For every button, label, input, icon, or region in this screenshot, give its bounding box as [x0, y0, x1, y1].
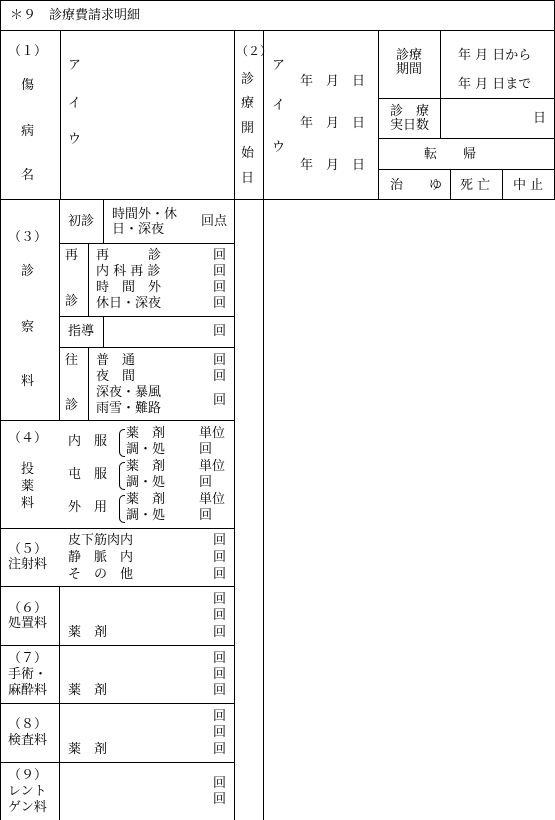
- gaiyou-label: 外 用: [68, 500, 108, 515]
- section2-label-2: 療: [241, 96, 255, 111]
- exam-unit-2: 回: [213, 725, 227, 740]
- section4-label-3: 料: [21, 496, 35, 511]
- saishin-row-1: 再 診: [96, 248, 162, 263]
- brace-tonpuku: [119, 462, 125, 490]
- section4-label-2: 薬: [21, 479, 35, 494]
- period-label-1: 診療: [396, 48, 423, 63]
- days-unit: 日: [533, 111, 547, 126]
- injection-unit-2: 回: [213, 550, 227, 565]
- injection-row-1: 皮下筋肉内: [68, 533, 134, 548]
- tonpuku-drug-unit: 単位: [199, 459, 226, 474]
- oushin-unit-3: 回: [213, 393, 227, 408]
- section2-number: （２）: [236, 44, 273, 58]
- section8-number: （８）: [8, 717, 48, 732]
- surgery-drug: 薬 剤: [68, 683, 108, 698]
- procedure-unit-2: 回: [213, 608, 227, 623]
- outcome-died: 死 亡: [460, 178, 491, 193]
- days-label-1: 診 療: [390, 104, 430, 119]
- section7-number: （７）: [8, 651, 48, 666]
- xray-unit-1: 回: [213, 776, 227, 791]
- injection-row-3: そ の 他: [68, 567, 134, 582]
- section5-number: （５）: [8, 542, 48, 557]
- start-date-a: 年 月 日: [300, 74, 366, 89]
- exam-unit-1: 回: [213, 709, 227, 724]
- oushin-row-4: 雨雪・難路: [96, 401, 162, 416]
- naifuku-drug: 薬 剤: [126, 426, 166, 441]
- oushin-label-2: 診: [65, 398, 79, 413]
- outcome-stopped: 中 止: [513, 178, 544, 193]
- section2-label-3: 開: [241, 121, 255, 136]
- surgery-unit-2: 回: [213, 667, 227, 682]
- saishin-unit-2: 回: [213, 264, 227, 279]
- section3-label-2: 察: [21, 320, 35, 335]
- naifuku-label: 内 服: [68, 434, 108, 449]
- surgery-unit-1: 回: [213, 651, 227, 666]
- section4-number: （４）: [8, 431, 48, 446]
- gaiyou-disp: 調・処: [126, 508, 166, 523]
- section1-label-1: 傷: [21, 78, 35, 93]
- tonpuku-disp: 調・処: [126, 475, 166, 490]
- naifuku-drug-unit: 単位: [199, 426, 226, 441]
- section3-label-3: 料: [21, 374, 35, 389]
- saishin-row-2: 内 科 再 診: [96, 264, 161, 279]
- outcome-cured: 治 ゆ: [390, 178, 443, 193]
- start-date-u: 年 月 日: [300, 158, 366, 173]
- surgery-unit-3: 回: [213, 683, 227, 698]
- oushin-unit-1: 回: [213, 353, 227, 368]
- shoshin-desc-1: 時間外・休: [112, 207, 178, 222]
- section1-label-3: 名: [21, 168, 35, 183]
- oushin-row-2: 夜 間: [96, 369, 136, 384]
- period-to: 年 月 日まで: [458, 77, 532, 92]
- start-date-i: 年 月 日: [300, 116, 366, 131]
- procedure-unit-1: 回: [213, 592, 227, 607]
- gaiyou-drug-unit: 単位: [199, 492, 226, 507]
- section3-number: （３）: [8, 230, 48, 245]
- shido-label: 指導: [68, 324, 95, 339]
- naifuku-disp: 調・処: [126, 442, 166, 457]
- section9-label-1: レント: [8, 784, 47, 799]
- section8-label: 検査料: [8, 733, 48, 748]
- naifuku-disp-unit: 回: [199, 442, 213, 457]
- disease-item-u: ウ: [68, 132, 82, 147]
- section9-number: （９）: [8, 768, 48, 783]
- section5-label: 注射料: [8, 557, 48, 572]
- section2-label-5: 日: [241, 171, 255, 186]
- start-item-u: ウ: [272, 140, 286, 155]
- section6-number: （６）: [8, 601, 48, 616]
- injection-unit-3: 回: [213, 567, 227, 582]
- saishin-unit-4: 回: [213, 296, 227, 311]
- saishin-row-4: 休日・深夜: [96, 296, 162, 311]
- oushin-row-3: 深夜・暴風: [96, 385, 162, 400]
- saishin-label-2: 診: [65, 294, 79, 309]
- oushin-row-1: 普 通: [96, 353, 136, 368]
- gaiyou-disp-unit: 回: [199, 508, 213, 523]
- procedure-unit-3: 回: [213, 625, 227, 640]
- saishin-unit-1: 回: [213, 248, 227, 263]
- section1-number: （１）: [8, 44, 48, 59]
- shido-unit: 回: [213, 324, 227, 339]
- outcome-label: 転 帰: [424, 147, 477, 162]
- section7-label-1: 手術・: [8, 667, 48, 682]
- saishin-unit-3: 回: [213, 280, 227, 295]
- brace-naifuku: [119, 429, 125, 457]
- section9-label-2: ゲン料: [8, 800, 47, 815]
- injection-row-2: 静 脈 内: [68, 550, 134, 565]
- start-item-i: イ: [272, 98, 286, 113]
- shoshin-unit: 回点: [201, 214, 228, 229]
- saishin-row-3: 時 間 外: [96, 280, 162, 295]
- procedure-drug: 薬 剤: [68, 625, 108, 640]
- section2-label-1: 診: [241, 72, 255, 87]
- section6-label: 処置料: [8, 616, 48, 631]
- saishin-label-1: 再: [65, 248, 79, 263]
- oushin-label-1: 往: [65, 353, 79, 368]
- section7-label-2: 麻酔料: [8, 683, 48, 698]
- oushin-unit-2: 回: [213, 369, 227, 384]
- section2-label-4: 始: [241, 146, 255, 161]
- days-label-2: 実日数: [390, 118, 430, 133]
- brace-gaiyou: [119, 495, 125, 523]
- period-from: 年 月 日から: [458, 48, 532, 63]
- disease-item-a: ア: [68, 58, 82, 73]
- exam-unit-3: 回: [213, 742, 227, 757]
- tonpuku-label: 屯 服: [68, 467, 108, 482]
- shoshin-label: 初診: [68, 214, 95, 229]
- injection-unit-1: 回: [213, 533, 227, 548]
- period-label-2: 期間: [396, 62, 423, 77]
- disease-item-i: イ: [68, 96, 82, 111]
- start-item-a: ア: [272, 58, 286, 73]
- tonpuku-disp-unit: 回: [199, 475, 213, 490]
- section1-label-2: 病: [21, 124, 35, 139]
- shoshin-desc-2: 日・深夜: [112, 222, 165, 237]
- section3-label-1: 診: [21, 264, 35, 279]
- exam-drug: 薬 剤: [68, 742, 108, 757]
- page-title: ＊９ 診療費請求明細: [10, 8, 141, 23]
- tonpuku-drug: 薬 剤: [126, 459, 166, 474]
- xray-unit-2: 回: [213, 792, 227, 807]
- gaiyou-drug: 薬 剤: [126, 492, 166, 507]
- section4-label-1: 投: [21, 462, 35, 477]
